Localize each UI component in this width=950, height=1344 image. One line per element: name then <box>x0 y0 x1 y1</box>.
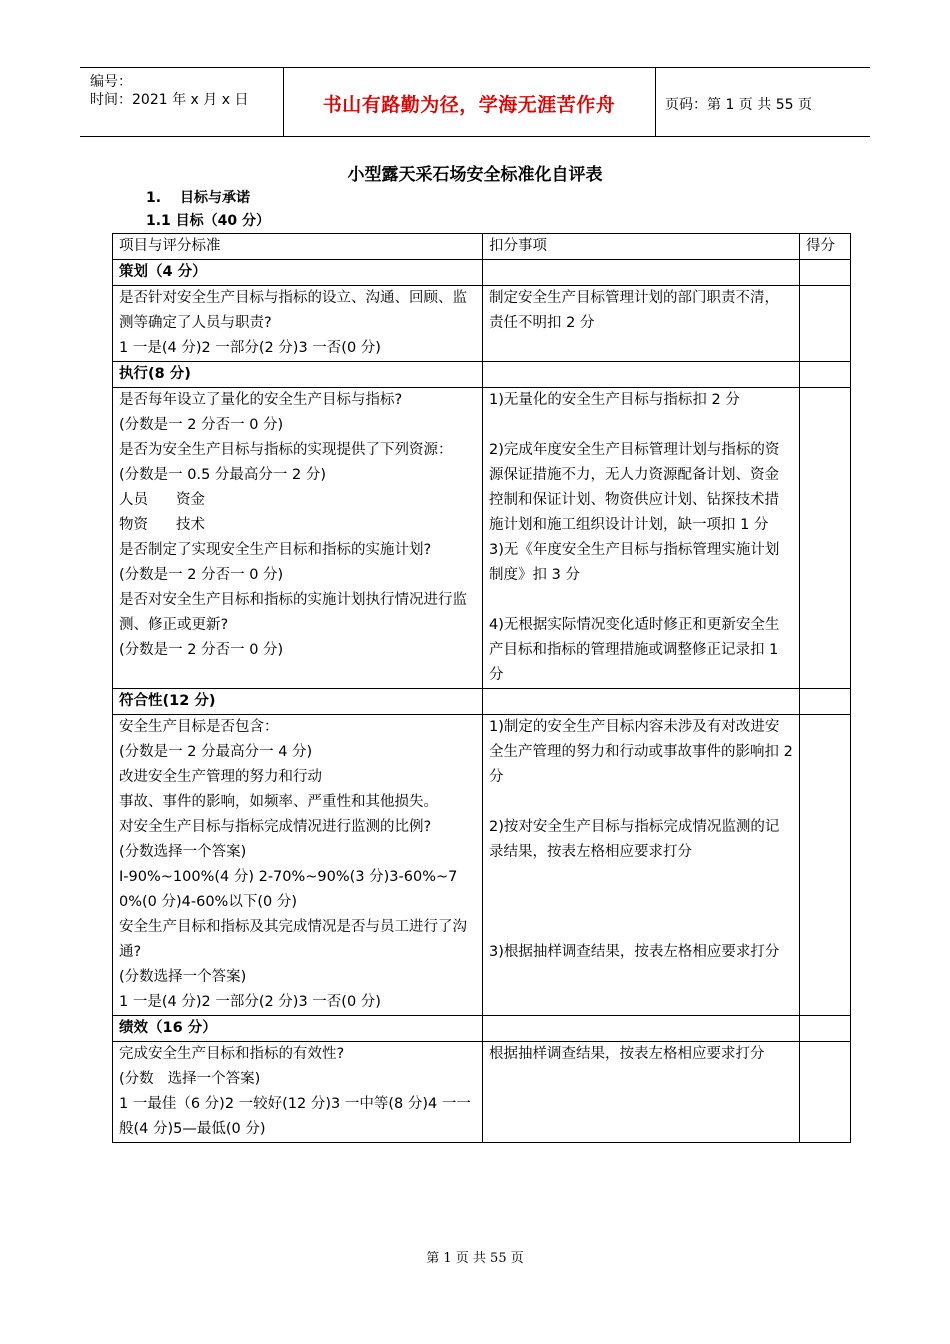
criteria-line: 安全生产目标和指标及其完成情况是否与员工进行了沟通? <box>119 919 467 960</box>
deduction-line: 2)按对安全生产目标与指标完成情况监测的记录结果，按表左格相应要求打分 <box>489 819 780 860</box>
category-label: 绩效（16 分） <box>113 1016 483 1042</box>
criteria-cell <box>113 286 483 362</box>
date-label: 时间：2021 年 x 月 x 日 <box>90 92 249 108</box>
column-header: 扣分事项 <box>483 234 800 260</box>
deduction-line: 4)无根据实际情况变化适时修正和更新安全生产目标和指标的管理措施或调整修正记录扣 1 分 <box>489 617 780 683</box>
header-divider <box>655 68 656 136</box>
criteria-line: (分数是一 2 分否一 0 分) <box>119 642 284 658</box>
criteria-line: 改进安全生产管理的努力和行动 <box>119 769 322 785</box>
score-cell[interactable] <box>800 715 851 1016</box>
deduction-cell <box>483 286 800 362</box>
criteria-cell <box>113 1042 483 1143</box>
category-row <box>113 1016 851 1042</box>
criteria-line: 对安全生产目标与指标完成情况进行监测的比例? <box>119 819 432 835</box>
empty-cell <box>483 1016 800 1042</box>
column-header: 得分 <box>800 234 851 260</box>
deduction-line: 1)制定的安全生产目标内容未涉及有对改进安全生产管理的努力和行动或事故事件的影响扣 2 分 <box>489 719 793 785</box>
section-number: 1. <box>146 190 162 206</box>
subsection-heading: 1.1 目标（40 分） <box>146 213 271 229</box>
resource-item: 资金 <box>176 492 205 508</box>
category-label: 策划（4 分） <box>113 260 483 286</box>
empty-cell <box>483 260 800 286</box>
criteria-line: (分数是一 0.5 分最高分一 2 分) <box>119 467 327 483</box>
doc-number-label: 编号： <box>90 74 132 90</box>
deduction-cell <box>483 1042 800 1143</box>
criteria-line: 是否对安全生产目标和指标的实施计划执行情况进行监测、修正或更新? <box>119 592 467 633</box>
score-cell[interactable] <box>800 388 851 689</box>
deduction-cell <box>483 715 800 1016</box>
deduction-line: 3)无《年度安全生产目标与指标管理实施计划制度》扣 3 分 <box>489 542 780 583</box>
document-title: 小型露天采石场安全标准化自评表 <box>347 165 603 185</box>
resource-item: 物资 <box>119 517 148 533</box>
criteria-line: I-90%~100%(4 分) 2-70%~90%(3 分)3-60%~70%(0 分)4-60%以下(0 分) <box>119 869 458 910</box>
category-label: 符合性(12 分) <box>113 689 483 715</box>
criteria-line: 是否针对安全生产目标与指标的设立、沟通、回顾、监测等确定了人员与职责? <box>119 290 467 331</box>
criteria-line: 是否制定了实现安全生产目标和指标的实施计划? <box>119 542 432 558</box>
criteria-line: 安全生产目标是否包含： <box>119 719 279 735</box>
criteria-line: (分数是一 2 分否一 0 分) <box>119 417 284 433</box>
empty-cell <box>483 362 800 388</box>
table-row <box>113 715 851 1016</box>
column-header: 项目与评分标准 <box>113 234 483 260</box>
header-page-info: 页码：第 1 页 共 55 页 <box>665 97 812 113</box>
empty-cell <box>800 260 851 286</box>
criteria-line: 完成安全生产目标和指标的有效性? <box>119 1046 345 1062</box>
page-footer: 第 1 页 共 55 页 <box>426 1251 524 1266</box>
header-motto: 书山有路勤为径，学海无涯苦作舟 <box>322 94 616 116</box>
evaluation-table <box>112 233 851 1143</box>
deduction-line: 2)完成年度安全生产目标管理计划与指标的资源保证措施不力，无人力资源配备计划、资金控制和保证计划、物资供应计划、钻探技术措施计划和施工组织设计计划，缺一项扣 1 分 <box>489 442 780 533</box>
header-meta <box>90 73 248 109</box>
resource-pair <box>119 513 476 538</box>
criteria-line: (分数选择一个答案) <box>119 969 247 985</box>
deduction-line: 1)无量化的安全生产目标与指标扣 2 分 <box>489 392 740 408</box>
resource-item: 技术 <box>176 517 205 533</box>
criteria-line: 是否为安全生产目标与指标的实现提供了下列资源： <box>119 442 453 458</box>
resource-item: 人员 <box>119 492 148 508</box>
criteria-line: 1 一是(4 分)2 一部分(2 分)3 一否(0 分) <box>119 340 381 356</box>
category-row <box>113 689 851 715</box>
criteria-line: 1 一是(4 分)2 一部分(2 分)3 一否(0 分) <box>119 994 381 1010</box>
criteria-cell <box>113 715 483 1016</box>
criteria-line <box>119 1067 476 1092</box>
empty-cell <box>483 689 800 715</box>
table-row <box>113 388 851 689</box>
criteria-line: (分数是一 2 分否一 0 分) <box>119 567 284 583</box>
criteria-line: 1 一最佳（6 分)2 一较好(12 分)3 一中等(8 分)4 一一般(4 分)5—最低(0 分) <box>119 1096 471 1137</box>
page-header <box>80 67 870 137</box>
empty-cell <box>800 362 851 388</box>
category-row <box>113 260 851 286</box>
deduction-cell <box>483 388 800 689</box>
section-heading <box>146 187 250 207</box>
table-header-row <box>113 234 851 260</box>
deduction-line: 3)根据抽样调查结果，按表左格相应要求打分 <box>489 944 780 960</box>
criteria-line: 是否每年设立了量化的安全生产目标与指标? <box>119 392 403 408</box>
table-row <box>113 1042 851 1143</box>
table-row <box>113 286 851 362</box>
criteria-line: (分数是一 2 分最高分一 4 分) <box>119 744 313 760</box>
criteria-fragment: (分数 <box>119 1071 154 1087</box>
score-cell[interactable] <box>800 1042 851 1143</box>
criteria-line: 事故、事件的影响，如频率、严重性和其他损失。 <box>119 794 438 810</box>
deduction-line: 根据抽样调查结果，按表左格相应要求打分 <box>489 1046 765 1062</box>
category-row <box>113 362 851 388</box>
empty-cell <box>800 689 851 715</box>
criteria-fragment: 选择一个答案) <box>167 1071 261 1087</box>
category-label: 执行(8 分) <box>113 362 483 388</box>
criteria-cell <box>113 388 483 689</box>
resource-pair <box>119 488 476 513</box>
score-cell[interactable] <box>800 286 851 362</box>
deduction-line: 制定安全生产目标管理计划的部门职责不清，责任不明扣 2 分 <box>489 290 779 331</box>
criteria-line: (分数选择一个答案) <box>119 844 247 860</box>
empty-cell <box>800 1016 851 1042</box>
section-name: 目标与承诺 <box>180 190 250 206</box>
